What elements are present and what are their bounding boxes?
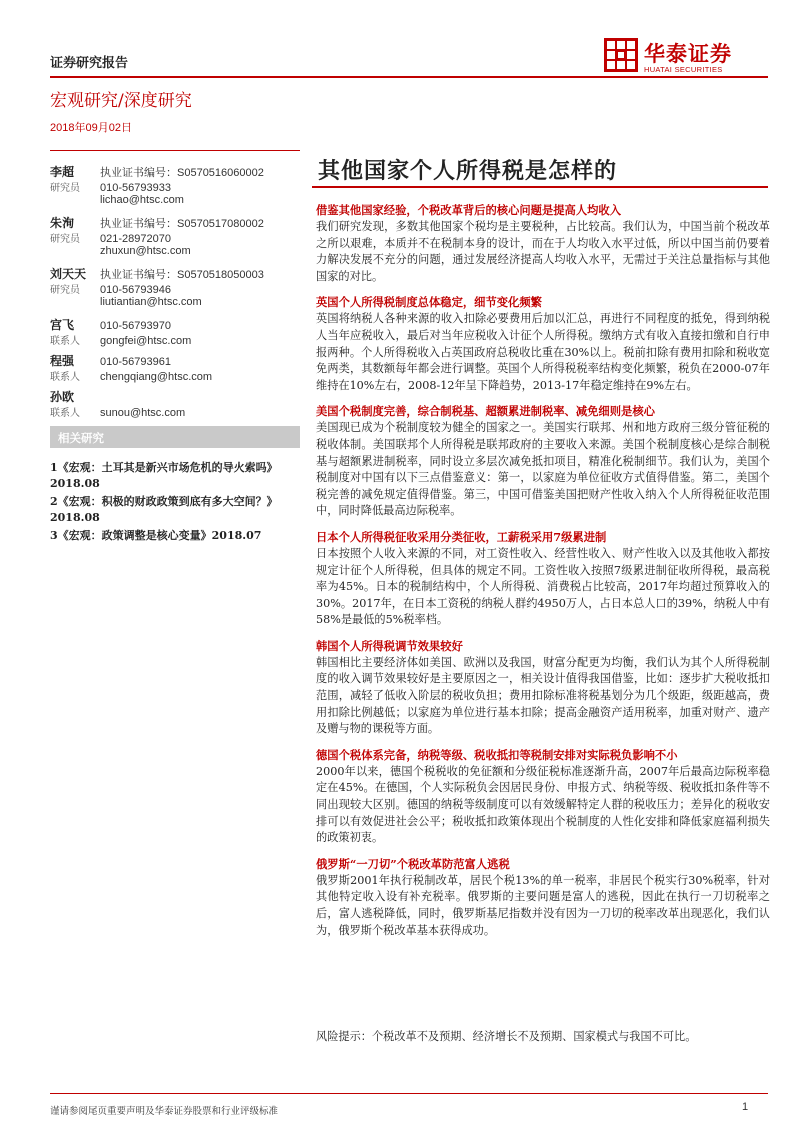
author-block <box>50 214 305 260</box>
author-name: 孙欧 <box>50 390 75 404</box>
author-block <box>50 352 305 383</box>
author-email[interactable]: lichao@htsc.com <box>100 194 184 206</box>
related-item[interactable]: 3《宏观：政策调整是核心变量》2018.07 <box>50 529 262 542</box>
section-title: 美国个税制度完善，综合制税基、超额累进制税率、减免细则是核心 <box>316 404 655 419</box>
footer-disclaimer: 谨请参阅尾页重要声明及华泰证券股票和行业评级标准 <box>50 1106 279 1117</box>
huatai-logo-icon <box>604 38 638 72</box>
author-role: 研究员 <box>50 234 80 245</box>
author-name: 程强 <box>50 354 75 368</box>
risk-warning: 风险提示：个税改革不及预期、经济增长不及预期、国家模式与我国不可比。 <box>316 1030 697 1043</box>
author-name: 刘天天 <box>50 267 87 281</box>
section-title: 德国个税体系完备，纳税等级、税收抵扣等税制安排对实际税负影响不小 <box>316 747 678 762</box>
left-divider <box>50 150 300 151</box>
logo-text-cn: 华泰证券 <box>644 42 732 66</box>
logo-text-en: HUATAI SECURITIES <box>644 65 723 74</box>
author-name: 朱洵 <box>50 216 75 230</box>
author-block <box>50 316 305 347</box>
author-role: 联系人 <box>50 372 80 383</box>
author-phone: 010-56793970 <box>100 320 171 332</box>
related-research-list <box>50 460 300 546</box>
report-type: 证券研究报告 <box>50 56 129 71</box>
related-item[interactable]: 1《宏观：土耳其是新兴市场危机的导火索吗》2018.08 <box>50 461 278 490</box>
section-title: 借鉴其他国家经验，个税改革背后的核心问题是提高人均收入 <box>316 203 622 217</box>
author-cert: 执业证书编号：S0570516060002 <box>100 167 264 179</box>
author-cert: 执业证书编号：S0570517080002 <box>100 218 264 230</box>
author-email[interactable]: gongfei@htsc.com <box>100 335 192 347</box>
author-email[interactable]: liutiantian@htsc.com <box>100 296 202 308</box>
section-title: 英国个人所得税制度总体稳定，细节变化频繁 <box>316 295 542 310</box>
author-phone: 010-56793946 <box>100 284 171 296</box>
author-name: 宫飞 <box>50 318 75 332</box>
author-role: 联系人 <box>50 336 80 347</box>
section-body: 我们研究发现，多数其他国家个税均是主要税种，占比较高。我们认为，中国当前个税改革之所以艰难，本质并不在税制本身的设计，而在于人均收入水平过低，所以中国当前仍要着力解决发展不充分的问题，通过发展经济提高人均收入水平，无需过于关注总量指标与其他国家的对比。 <box>316 220 770 283</box>
section-title: 日本个人所得税征收采用分类征收，工薪税采用7级累进制 <box>316 529 607 544</box>
section-body: 美国现已成为个税制度较为健全的国家之一。美国实行联邦、州和地方政府三级分管征税的税收体制。美国联邦个人所得税是联邦政府的主要收入来源。美国个税制度核心是综合制税基与超额累进制税率，同时设立多层次减免抵扣项目，精准化税制细节。我们认为，美国个税制度对中国有以下三点借鉴意义：第一，以家庭为单位征收方式值得借鉴。第二，美国个税完善的减免规定值得借鉴。第三，中国可借鉴美国把财产性收入纳入个人所得税征收范围中，同时降低最高边际税率。 <box>316 421 770 518</box>
author-list <box>50 163 305 424</box>
section-title: 韩国个人所得税调节效果较好 <box>316 638 463 653</box>
report-date: 2018年09月02日 <box>50 122 132 134</box>
section-body: 韩国相比主要经济体如美国、欧洲以及我国，财富分配更为均衡，我们认为其个人所得税制度的收入调节效果较好是主要原因之一，相关设计值得我国借鉴，比如：逐步扩大税收抵扣范围，减轻了低收入阶层的税收负担；费用扣除标准将税基划分为几个级距，级距越高，费用扣除比例越低；以家庭为单位进行基本扣除；提高金融资产适用税率，加重对财产、遗产及赠与物的课税等方面。 <box>316 655 770 736</box>
related-research-header: 相关研究 <box>50 426 300 448</box>
author-role: 研究员 <box>50 183 80 194</box>
section-title: 俄罗斯“一刀切”个税改革防范富人逃税 <box>316 856 510 871</box>
author-block <box>50 163 305 209</box>
author-block <box>50 388 305 419</box>
section-body: 俄罗斯2001年执行税制改革，居民个税13%的单一税率，非居民个税实行30%税率，针对其他特定收入设有补充税率。俄罗斯的主要问题是富人的逃税，因此在执行一刀切税率之后，富人逃税降低，同时，俄罗斯基尼指数并没有因为一刀切的税率改革出现恶化，我们认为，俄罗斯个税改革基本获得成功。 <box>316 873 770 937</box>
page-number: 1 <box>742 1101 749 1113</box>
title-divider <box>312 186 768 188</box>
main-content <box>316 193 770 939</box>
author-cert: 执业证书编号：S0570518050003 <box>100 269 264 281</box>
author-role: 联系人 <box>50 408 80 419</box>
author-phone: 010-56793961 <box>100 356 171 368</box>
author-role: 研究员 <box>50 285 80 296</box>
section-body: 2000年以来，德国个税税收的免征额和分级征税标准逐渐升高，2007年后最高边际税率稳定在45%。在德国，个人实际税负会因居民身份、申报方式、纳税等级、税收抵扣条件等不同出现较大区别。德国的纳税等级制度可以有效缓解特定人群的税收压力；差异化的税收安排可以有效促进社会公平；税收抵扣政策体现出个税制度的人性化安排和降低家庭福利损失的政策初衷。 <box>316 764 770 845</box>
author-phone: 021-28972070 <box>100 233 171 245</box>
page-title: 其他国家个人所得税是怎样的 <box>318 158 618 184</box>
header-divider <box>50 76 768 78</box>
author-phone: 010-56793933 <box>100 182 171 194</box>
author-email[interactable]: sunou@htsc.com <box>100 407 186 419</box>
author-email[interactable]: zhuxun@htsc.com <box>100 245 191 257</box>
report-category: 宏观研究/深度研究 <box>50 91 192 111</box>
author-email[interactable]: chengqiang@htsc.com <box>100 371 213 383</box>
author-name: 李超 <box>50 165 75 179</box>
author-block <box>50 265 305 311</box>
huatai-logo <box>604 38 774 78</box>
section-body: 日本按照个人收入来源的不同，对工资性收入、经营性收入、财产性收入以及其他收入都按规定计征个人所得税，但具体的规定不同。工资性收入按照7级累进制征收所得税，最高税率为45%。日本的税制结构中，个人所得税、消费税占比较高，2017年均超过预算收入的30%。2017年，在日本工资税的纳税人群约4950万人，占日本总人口的39%，纳税人中有58%是最低的5%税率档。 <box>316 546 770 627</box>
footer-divider <box>50 1093 768 1094</box>
section-body: 英国将纳税人各种来源的收入扣除必要费用后加以汇总，再进行不同程度的抵免，得到纳税人当年应税收入，最后对当年应税收入计征个人所得税。缴纳方式有收入直接扣缴和自行申报两种。个人所得税收入占英国政府总税收比重在30%以上。税前扣除有费用扣除和税收宽免两类，其数额每年都会进行调整。英国个人所得税税率结构变化频繁，税负在2000-07年维持在10%左右，2008-12年呈下降趋势，2013-17年稳定维持在9%左右。 <box>316 312 770 392</box>
related-item[interactable]: 2《宏观：积极的财政政策到底有多大空间？》2018.08 <box>50 495 278 524</box>
